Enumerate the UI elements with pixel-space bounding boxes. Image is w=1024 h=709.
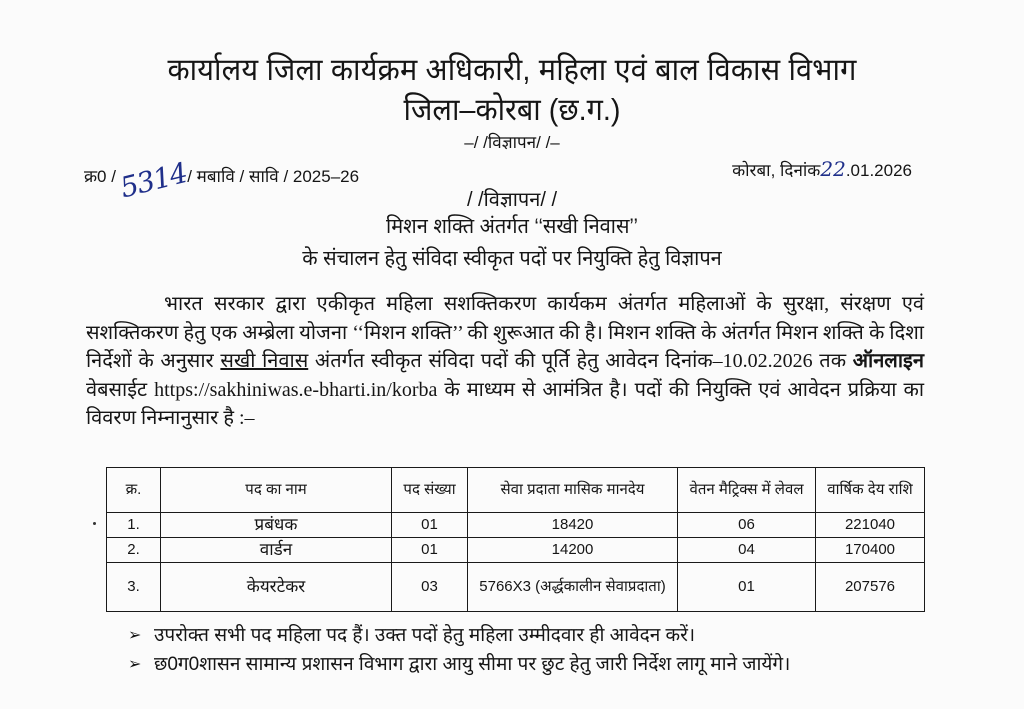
body-part-1: भारत सरकार द्वारा एकीकृत महिला सशक्तिकरण कार्यकम अंतर्गत महिलाओं के सुरक्षा, संरक्षण एवं सशक्तिकरण हेतु एक अम्ब्रेला योजना ‘‘मिशन शक्ति’’ की शुरूआत की है। मिशन शक्ति के अंतर्गत मिशन शक्ति के दिशा निर्देशों के अनुसार: [86, 293, 924, 372]
cell-pay-level: 04: [678, 538, 816, 563]
issue-date: [732, 157, 912, 181]
cell-pay-level: 06: [678, 513, 816, 538]
cell-post-name: प्रबंधक: [161, 513, 392, 538]
subject-line-2: के संचालन हेतु संविदा स्वीकृत पदों पर नियुक्ति हेतु विज्ञापन: [302, 247, 722, 270]
handwritten-reference-number: 5314: [116, 156, 191, 205]
cell-annual-amount: 221040: [816, 513, 925, 538]
header-pay-level: वेतन मैट्रिक्स में लेवल: [678, 468, 816, 513]
cell-pay-level: 01: [678, 563, 816, 612]
reference-suffix: / मबावि / सावि / 2025–26: [187, 167, 360, 186]
date-label: कोरबा, दिनांक: [732, 161, 821, 180]
note-text: छ0ग0शासन सामान्य प्रशासन विभाग द्वारा आयु सीमा पर छुट हेतु जारी निर्देश लागू माने जायेंगे।: [154, 654, 791, 675]
reference-prefix: क्र0 /: [84, 167, 116, 186]
cell-post-count: 01: [392, 538, 468, 563]
handwritten-date-day: 22: [820, 157, 846, 181]
note-item: [128, 650, 928, 679]
cell-post-count: 01: [392, 513, 468, 538]
cell-post-count: 03: [392, 563, 468, 612]
header-post-count: पद संख्या: [392, 468, 468, 513]
cell-post-name: वार्डन: [161, 538, 392, 563]
office-title: कार्यालय जिला कार्यक्रम अधिकारी, महिला एवं बाल विकास विभाग: [167, 52, 857, 87]
table-row: [107, 513, 925, 538]
cell-post-name: केयरटेकर: [161, 563, 392, 612]
header-serial: क्र.: [107, 468, 161, 513]
subject-line-1: मिशन शक्ति अंतर्गत ‘‘सखी निवास’’: [386, 215, 638, 238]
advertisement-marker: / /विज्ञापन/ /: [466, 189, 558, 211]
online-bold: ऑनलाइन: [852, 350, 924, 372]
cell-annual-amount: 170400: [816, 538, 925, 563]
header-post-name: पद का नाम: [161, 468, 392, 513]
cell-monthly-honorarium: 14200: [468, 538, 678, 563]
note-text: उपरोक्त सभी पद महिला पद हैं। उक्त पदों हेतु महिला उम्मीदवार ही आवेदन करें।: [154, 625, 696, 646]
body-part-2: अंतर्गत स्वीकृत संविदा पदों की पूर्ति हेतु आवेदन दिनांक–10.02.2026 तक: [308, 350, 853, 372]
body-part-3: वेबसाईट https://sakhiniwas.e-bharti.in/korba के माध्यम से आमंत्रित है। पदों की नियुक्ति एवं आवेदन प्रक्रिया का विवरण निम्नानुसार है :–: [86, 378, 924, 429]
notice-marker: –/ /विज्ञापन/ /–: [464, 133, 560, 152]
header-annual-amount: वार्षिक देय राशि: [816, 468, 925, 513]
cell-serial: 3.: [107, 563, 161, 612]
cell-monthly-honorarium: 5766X3 (अर्द्धकालीन सेवाप्रदाता): [468, 563, 678, 612]
cell-serial: 2.: [107, 538, 161, 563]
district-title: जिला–कोरबा (छ.ग.): [403, 92, 621, 127]
posts-table: [106, 467, 925, 612]
table-header-row: [107, 468, 925, 513]
note-item: [128, 621, 928, 650]
header-monthly-honorarium: सेवा प्रदाता मासिक मानदेय: [468, 468, 678, 513]
cell-annual-amount: 207576: [816, 563, 925, 612]
table-row: [107, 563, 925, 612]
date-rest: .01.2026: [845, 161, 912, 180]
arrow-bullet-icon: ➢: [128, 656, 142, 673]
table-row: [107, 538, 925, 563]
arrow-bullet-icon: ➢: [128, 627, 142, 644]
scan-dot: [93, 522, 96, 525]
underlined-sakhi-niwas: सखी निवास: [220, 350, 309, 372]
notes-list: [128, 621, 928, 679]
cell-serial: 1.: [107, 513, 161, 538]
body-paragraph: [86, 290, 924, 433]
cell-monthly-honorarium: 18420: [468, 513, 678, 538]
